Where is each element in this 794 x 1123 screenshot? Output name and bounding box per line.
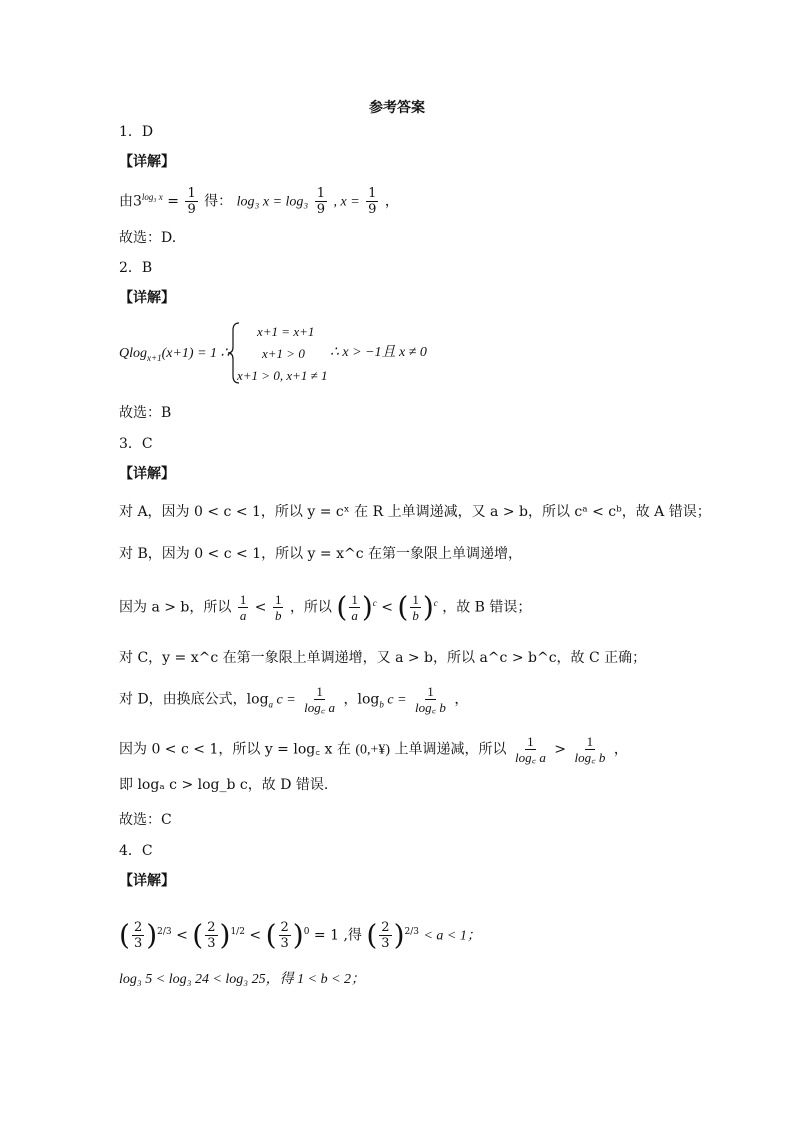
q3-line-b1: 对 B，因为 0 < c < 1，所以 y = x^c 在第一象限上单调递增，: [119, 546, 523, 562]
q3-paren-frac-b: $\frac{1}{b}$: [412, 592, 419, 623]
q3-line-d3: 即 logₐ c > log_b c，故 D 错误.: [119, 777, 329, 793]
q1-eq-exponent: log₃ x: [141, 191, 163, 202]
q1-eq-de: 得：: [204, 193, 233, 210]
q3-answer: 故选：C: [119, 812, 172, 828]
q1-eq-x: , x =: [333, 194, 360, 210]
q1-fraction-1: $\frac{1}{9}$: [187, 186, 196, 217]
q4-base-1: $\frac{2}{3}$: [133, 920, 143, 951]
q3-frac-d4: $\frac{1}{\log꜀ b}$: [574, 734, 606, 765]
q3-frac-d3: $\frac{1}{\log꜀ a}$: [514, 734, 546, 765]
q3-line-d1: 对 D，由换底公式，$\log_a c$ = $\frac{1}{\log꜀ a}$ ，$\log_b c$ = $\frac{1}{\log꜀ b}$ ，: [119, 684, 469, 715]
q4-inequality: ( $\frac{2}{3}$ )$^{2/3}$ < ( $\frac{2}{3}$ )$^{1/2}$ < ( $\frac{2}{3}$ )$^0$ = 1 ,得 ( $\frac{2}{3}$ )$^{2/3}$ < a < 1；: [119, 918, 481, 952]
q3-line-d2: 因为 0 < c < 1，所以 y = log꜀ x 在 (0,+¥) 上单调递减，所以 $\frac{1}{\log꜀ a}$ > $\frac{1}{\log꜀ b}$ ，: [119, 734, 628, 765]
q3-frac-d1: $\frac{1}{\log꜀ a}$: [304, 684, 336, 715]
q2-answer: 故选：B: [119, 405, 172, 421]
q2-system-row-3: x+1 > 0, x+1 ≠ 1: [237, 368, 328, 383]
q1-eq-end: ，: [384, 193, 399, 210]
q2-equation-head: Qlog$_{x+1}$(x+1) = 1 ∴: [119, 346, 230, 363]
q4-base-2: $\frac{2}{3}$: [207, 920, 216, 951]
q3-detail-heading: 【详解】: [119, 466, 175, 482]
q4-number: 4．C: [119, 843, 153, 859]
q2-detail-heading: 【详解】: [119, 290, 175, 306]
q2-conclusion: ∴ x > −1且 x ≠ 0: [330, 345, 427, 360]
page-title: 参考答案: [369, 100, 425, 116]
q3-frac-d2: $\frac{1}{\log꜀ b}$: [415, 684, 446, 715]
q4-base-4: $\frac{2}{3}$: [381, 920, 390, 951]
q1-fraction-3: $\frac{1}{9}$: [368, 186, 377, 217]
q3-line-a: 对 A，因为 0 < c < 1，所以 y = cˣ 在 R 上单调递减，又 a > b，所以 cᵃ < cᵇ，故 A 错误；: [119, 504, 711, 520]
q1-eq-prefix: 由3: [119, 193, 142, 210]
q1-eq-sign: =: [167, 193, 179, 210]
q3-paren-frac-a: $\frac{1}{a}$: [351, 592, 358, 623]
q2-system-row-2: x+1 > 0: [262, 346, 305, 361]
q3-interval: (0,+¥): [355, 742, 391, 758]
q4-detail-heading: 【详解】: [119, 873, 175, 889]
q4-base-3: $\frac{2}{3}$: [280, 920, 289, 951]
q1-fraction-2: $\frac{1}{9}$: [316, 186, 326, 217]
q3-frac-1b: $\frac{1}{b}$: [274, 592, 282, 623]
q3-number: 3．C: [119, 436, 153, 452]
q3-frac-1a: $\frac{1}{a}$: [239, 592, 247, 623]
q1-number: 1．D: [119, 124, 154, 140]
q1-answer: 故选：D.: [119, 230, 177, 246]
q3-line-c: 对 C，y = x^c 在第一象限上单调递增，又 a > b，所以 a^c > b^c，故 C 正确；: [119, 650, 647, 666]
q1-eq-mid: log₃ x = log₃: [236, 194, 309, 210]
q4-line-2: log₃ 5 < log₃ 24 < log₃ 25，得 1 < b < 2；: [119, 972, 366, 987]
q2-system-row-1: x+1 = x+1: [257, 324, 315, 339]
q2-number: 2．B: [119, 260, 153, 276]
q3-line-b2: 因为 a > b，所以 $\frac{1}{a}$ < $\frac{1}{b}$ ，所以 ( $\frac{1}{a}$ )$^c$ < ( $\frac{1}{b}$ )$^c$ ，故 B 错误；: [119, 590, 532, 624]
q1-equation: [119, 186, 399, 217]
q1-detail-heading: 【详解】: [119, 154, 175, 170]
